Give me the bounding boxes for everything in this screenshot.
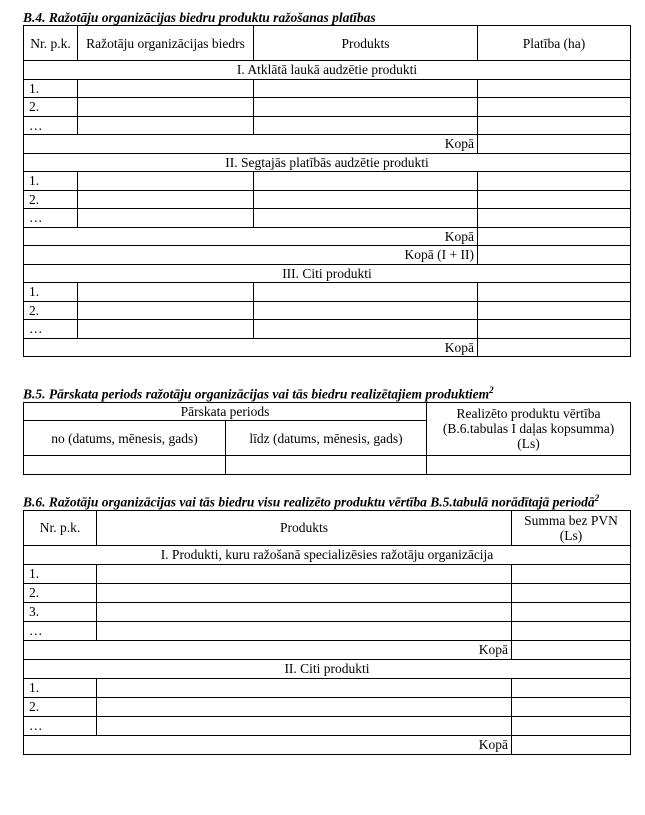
row-number: 1. xyxy=(24,172,78,191)
b5-to-cell[interactable] xyxy=(226,456,427,475)
b6-header-product: Produkts xyxy=(97,510,512,545)
section-b4 xyxy=(23,10,630,357)
b4-area-cell[interactable] xyxy=(478,98,631,117)
b5-value-cell[interactable] xyxy=(427,456,631,475)
section-b6 xyxy=(23,491,630,755)
row-number: 2. xyxy=(24,697,97,716)
b4-area-cell[interactable] xyxy=(478,209,631,228)
b4-area-cell[interactable] xyxy=(478,79,631,98)
b4-member-cell[interactable] xyxy=(78,190,254,209)
table-row xyxy=(24,98,631,117)
b4-product-cell[interactable] xyxy=(254,116,478,135)
b6-product-cell[interactable] xyxy=(97,621,512,640)
row-number: 2. xyxy=(24,301,78,320)
b4-member-cell[interactable] xyxy=(78,116,254,135)
b6-header-nr: Nr. p.k. xyxy=(24,510,97,545)
b6-sum-cell[interactable] xyxy=(512,602,631,621)
b4-product-cell[interactable] xyxy=(254,209,478,228)
b5-to-header: līdz (datums, mēnesis, gads) xyxy=(226,421,427,456)
b4-area-cell[interactable] xyxy=(478,301,631,320)
b4-total-cell[interactable] xyxy=(478,227,631,246)
b6-title xyxy=(23,491,630,510)
b6-title-text: B.6. Ražotāju organizācijas vai tās biedru visu realizēto produktu vērtība B.5.tabulā norādītajā periodā xyxy=(23,494,595,510)
b6-sum-cell[interactable] xyxy=(512,678,631,697)
b5-period-header: Pārskata periods xyxy=(24,402,427,421)
table-row xyxy=(24,602,631,621)
row-number: … xyxy=(24,116,78,135)
b5-title-text: B.5. Pārskata periods ražotāju organizācijas vai tās biedru realizētajiem produktiem xyxy=(23,386,490,402)
row-number: … xyxy=(24,621,97,640)
b6-section-label: I. Produkti, kuru ražošanā specializēsies ražotāju organizācija xyxy=(24,545,631,564)
b6-section-label: II. Citi produkti xyxy=(24,659,631,678)
row-number: 2. xyxy=(24,98,78,117)
b4-area-cell[interactable] xyxy=(478,116,631,135)
b4-total-cell[interactable] xyxy=(478,338,631,357)
b4-section-label: III. Citi produkti xyxy=(24,264,631,283)
b4-product-cell[interactable] xyxy=(254,190,478,209)
b6-sum-cell[interactable] xyxy=(512,564,631,583)
row-number: 1. xyxy=(24,678,97,697)
row-number: 2. xyxy=(24,583,97,602)
b6-sum-cell[interactable] xyxy=(512,697,631,716)
table-row xyxy=(24,283,631,302)
section-b5 xyxy=(23,383,630,475)
table-row xyxy=(24,678,631,697)
b5-title-footnote: 2 xyxy=(489,385,494,395)
row-number: 2. xyxy=(24,190,78,209)
table-row xyxy=(24,621,631,640)
b4-area-cell[interactable] xyxy=(478,283,631,302)
b4-area-cell[interactable] xyxy=(478,190,631,209)
b6-product-cell[interactable] xyxy=(97,697,512,716)
b4-member-cell[interactable] xyxy=(78,301,254,320)
b6-product-cell[interactable] xyxy=(97,602,512,621)
row-number: … xyxy=(24,716,97,735)
b4-member-cell[interactable] xyxy=(78,209,254,228)
table-row xyxy=(24,209,631,228)
b6-title-footnote: 2 xyxy=(594,493,600,503)
b6-table xyxy=(23,510,631,755)
b4-product-cell[interactable] xyxy=(254,301,478,320)
b6-total-cell[interactable] xyxy=(512,735,631,754)
b4-product-cell[interactable] xyxy=(254,320,478,339)
b4-total-i-ii-cell[interactable] xyxy=(478,246,631,265)
b4-product-cell[interactable] xyxy=(254,79,478,98)
b4-total-i-ii-label: Kopā (I + II) xyxy=(24,246,478,265)
b4-total-cell[interactable] xyxy=(478,135,631,154)
b4-product-cell[interactable] xyxy=(254,98,478,117)
b4-header-nr: Nr. p.k. xyxy=(24,26,78,61)
b4-total-label: Kopā xyxy=(24,338,478,357)
b6-total-label: Kopā xyxy=(24,735,512,754)
b6-sum-cell[interactable] xyxy=(512,583,631,602)
b4-member-cell[interactable] xyxy=(78,79,254,98)
b6-sum-cell[interactable] xyxy=(512,621,631,640)
b4-table xyxy=(23,25,631,357)
b5-from-header: no (datums, mēnesis, gads) xyxy=(24,421,226,456)
b4-area-cell[interactable] xyxy=(478,320,631,339)
b4-header-area: Platība (ha) xyxy=(478,26,631,61)
b4-member-cell[interactable] xyxy=(78,172,254,191)
row-number: 3. xyxy=(24,602,97,621)
b6-header-sum: Summa bez PVN (Ls) xyxy=(512,510,631,545)
b5-from-cell[interactable] xyxy=(24,456,226,475)
b6-product-cell[interactable] xyxy=(97,583,512,602)
row-number: 1. xyxy=(24,564,97,583)
b4-total-label: Kopā xyxy=(24,135,478,154)
b4-member-cell[interactable] xyxy=(78,283,254,302)
b6-total-label: Kopā xyxy=(24,640,512,659)
table-row xyxy=(24,716,631,735)
table-row xyxy=(24,320,631,339)
b4-product-cell[interactable] xyxy=(254,172,478,191)
b4-member-cell[interactable] xyxy=(78,320,254,339)
row-number: … xyxy=(24,209,78,228)
b4-product-cell[interactable] xyxy=(254,283,478,302)
b4-area-cell[interactable] xyxy=(478,172,631,191)
table-row xyxy=(24,116,631,135)
b4-section-label: I. Atklātā laukā audzētie produkti xyxy=(24,61,631,80)
b4-header-product: Produkts xyxy=(254,26,478,61)
b6-product-cell[interactable] xyxy=(97,564,512,583)
b6-product-cell[interactable] xyxy=(97,716,512,735)
row-number: 1. xyxy=(24,79,78,98)
b5-value-header: Realizēto produktu vērtība (B.6.tabulas I daļas kopsumma) (Ls) xyxy=(427,402,631,456)
b4-section-label: II. Segtajās platībās audzētie produkti xyxy=(24,153,631,172)
table-row xyxy=(24,172,631,191)
b6-sum-cell[interactable] xyxy=(512,716,631,735)
table-row xyxy=(24,583,631,602)
b6-product-cell[interactable] xyxy=(97,678,512,697)
table-row xyxy=(24,301,631,320)
b5-title xyxy=(23,383,630,402)
row-number: 1. xyxy=(24,283,78,302)
b4-member-cell[interactable] xyxy=(78,98,254,117)
table-row xyxy=(24,190,631,209)
b4-total-label: Kopā xyxy=(24,227,478,246)
b5-table xyxy=(23,402,631,475)
table-row xyxy=(24,564,631,583)
b4-header-member: Ražotāju organizācijas biedrs xyxy=(78,26,254,61)
b4-title: B.4. Ražotāju organizācijas biedru produktu ražošanas platības xyxy=(23,10,376,25)
b6-total-cell[interactable] xyxy=(512,640,631,659)
row-number: … xyxy=(24,320,78,339)
table-row xyxy=(24,697,631,716)
table-row xyxy=(24,79,631,98)
